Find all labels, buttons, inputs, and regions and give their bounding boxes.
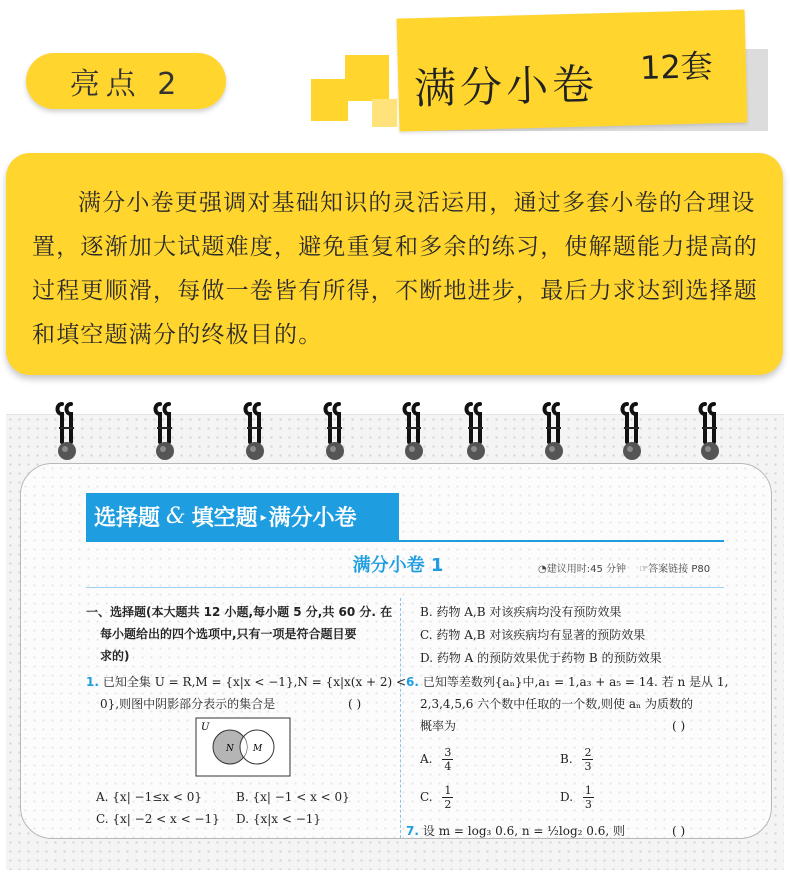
numerator: 1 bbox=[444, 784, 452, 797]
q6-option-d bbox=[560, 784, 594, 811]
play-arrow-icon: ▸ bbox=[260, 509, 267, 524]
question-6 bbox=[406, 671, 728, 693]
q6-option-b bbox=[560, 746, 593, 773]
binding-ring-icon bbox=[322, 398, 348, 462]
decor-block bbox=[311, 79, 348, 121]
description-text: 满分小卷更强调对基础知识的灵活运用，通过多套小卷的合理设置，逐渐加大试题难度，避免重复和多余的练习，使解题能力提高的过程更顺滑，每做一卷皆有所得，不断地进步，最后力求达到选择题和填空题满分的终极目的。 bbox=[32, 190, 758, 348]
highlight-badge: 亮点 2 bbox=[26, 53, 226, 109]
denominator: 3 bbox=[584, 760, 592, 773]
q5-option-b: B. 药物 A,B 对该疾病均没有预防效果 bbox=[420, 605, 622, 619]
binding-ring-icon bbox=[152, 398, 178, 462]
binding-ring-icon bbox=[401, 398, 427, 462]
question-number: 6. bbox=[406, 675, 419, 689]
binding-ring-icon bbox=[619, 398, 645, 462]
fraction bbox=[442, 746, 453, 773]
banner-left: 选择题 bbox=[94, 505, 161, 531]
banner-mid: 填空题 bbox=[191, 505, 258, 531]
q6-option-c bbox=[420, 784, 453, 811]
banner-amp: & bbox=[166, 504, 186, 529]
binding-ring-icon bbox=[54, 398, 80, 462]
binding-ring-icon bbox=[242, 398, 268, 462]
binding-ring-icon bbox=[541, 398, 567, 462]
paper-title: 满分小卷 1 bbox=[352, 555, 444, 576]
question-1 bbox=[86, 671, 406, 693]
paper-meta bbox=[538, 560, 720, 575]
q1-option-a: A. {x| −1≤x < 0} bbox=[96, 790, 203, 804]
question-1-line1: 已知全集 U = R,M = {x|x < −1},N = {x|x(x + 2) < bbox=[102, 675, 407, 689]
q1-option-b: B. {x| −1 < x < 0} bbox=[236, 790, 350, 804]
title-rule bbox=[86, 587, 724, 588]
venn-diagram bbox=[195, 717, 291, 777]
sheet-banner bbox=[86, 493, 399, 540]
numerator: 3 bbox=[444, 746, 452, 759]
question-1-line2: 0},则图中阴影部分表示的集合是 bbox=[100, 697, 276, 711]
section-heading: 一、选择题(本大题共 12 小题,每小题 5 分,共 60 分. 在 bbox=[86, 605, 393, 619]
column-divider bbox=[400, 598, 401, 838]
answer-paren: ( ) bbox=[348, 697, 362, 711]
question-6-line3: 概率为 bbox=[420, 719, 457, 733]
denominator: 4 bbox=[444, 760, 452, 773]
option-label: D. bbox=[560, 790, 574, 804]
venn-label-m: M bbox=[253, 744, 263, 754]
decor-block bbox=[372, 99, 397, 127]
answer-paren: ( ) bbox=[672, 719, 686, 733]
option-label: B. bbox=[560, 752, 573, 766]
numerator: 2 bbox=[584, 746, 592, 759]
question-number: 7. bbox=[406, 824, 419, 838]
answer-link: ☞答案链接 P80 bbox=[639, 564, 711, 575]
binding-ring-icon bbox=[463, 398, 489, 462]
q6-option-a bbox=[420, 746, 453, 773]
question-6-line1: 已知等差数列{aₙ}中,a₁ = 1,a₃ + a₅ = 14. 若 n 是从 1, bbox=[422, 675, 729, 689]
option-label: C. bbox=[420, 790, 433, 804]
decor-block bbox=[345, 55, 389, 101]
description-card bbox=[6, 153, 783, 375]
q1-option-c: C. {x| −2 < x < −1} bbox=[96, 812, 220, 826]
numerator: 1 bbox=[584, 784, 592, 797]
question-6-line2: 2,3,4,5,6 六个数中任取的一个数,则使 aₙ 为质数的 bbox=[420, 697, 694, 711]
banner-right: 满分小卷 bbox=[268, 505, 357, 531]
option-label: A. bbox=[420, 752, 433, 766]
denominator: 2 bbox=[444, 798, 452, 811]
venn-label-n: N bbox=[226, 744, 234, 754]
q5-option-d: D. 药物 A 的预防效果优于药物 B 的预防效果 bbox=[420, 651, 662, 665]
product-count: 12套 bbox=[639, 47, 714, 87]
fraction bbox=[582, 746, 593, 773]
section-heading-line3: 求的) bbox=[100, 649, 130, 663]
product-name: 满分小卷 bbox=[413, 59, 599, 114]
section-heading-line2: 每小题给出的四个选项中,只有一项是符合题目要 bbox=[100, 627, 357, 641]
denominator: 3 bbox=[584, 798, 592, 811]
question-7 bbox=[406, 820, 625, 842]
fraction bbox=[583, 784, 594, 811]
question-7-line1: 设 m = log₃ 0.6, n = ½log₂ 0.6, 则 bbox=[422, 824, 626, 838]
fraction bbox=[442, 784, 453, 811]
venn-label-u: U bbox=[201, 722, 210, 733]
q5-option-c: C. 药物 A,B 对该疾病均有显著的预防效果 bbox=[420, 628, 646, 642]
answer-paren: ( ) bbox=[672, 824, 686, 838]
time-hint: ◔建议用时:45 分钟 bbox=[538, 564, 626, 575]
question-number: 1. bbox=[86, 675, 99, 689]
q1-option-d: D. {x|x < −1} bbox=[236, 812, 322, 826]
binding-ring-icon bbox=[697, 398, 723, 462]
banner-rule bbox=[86, 540, 724, 542]
